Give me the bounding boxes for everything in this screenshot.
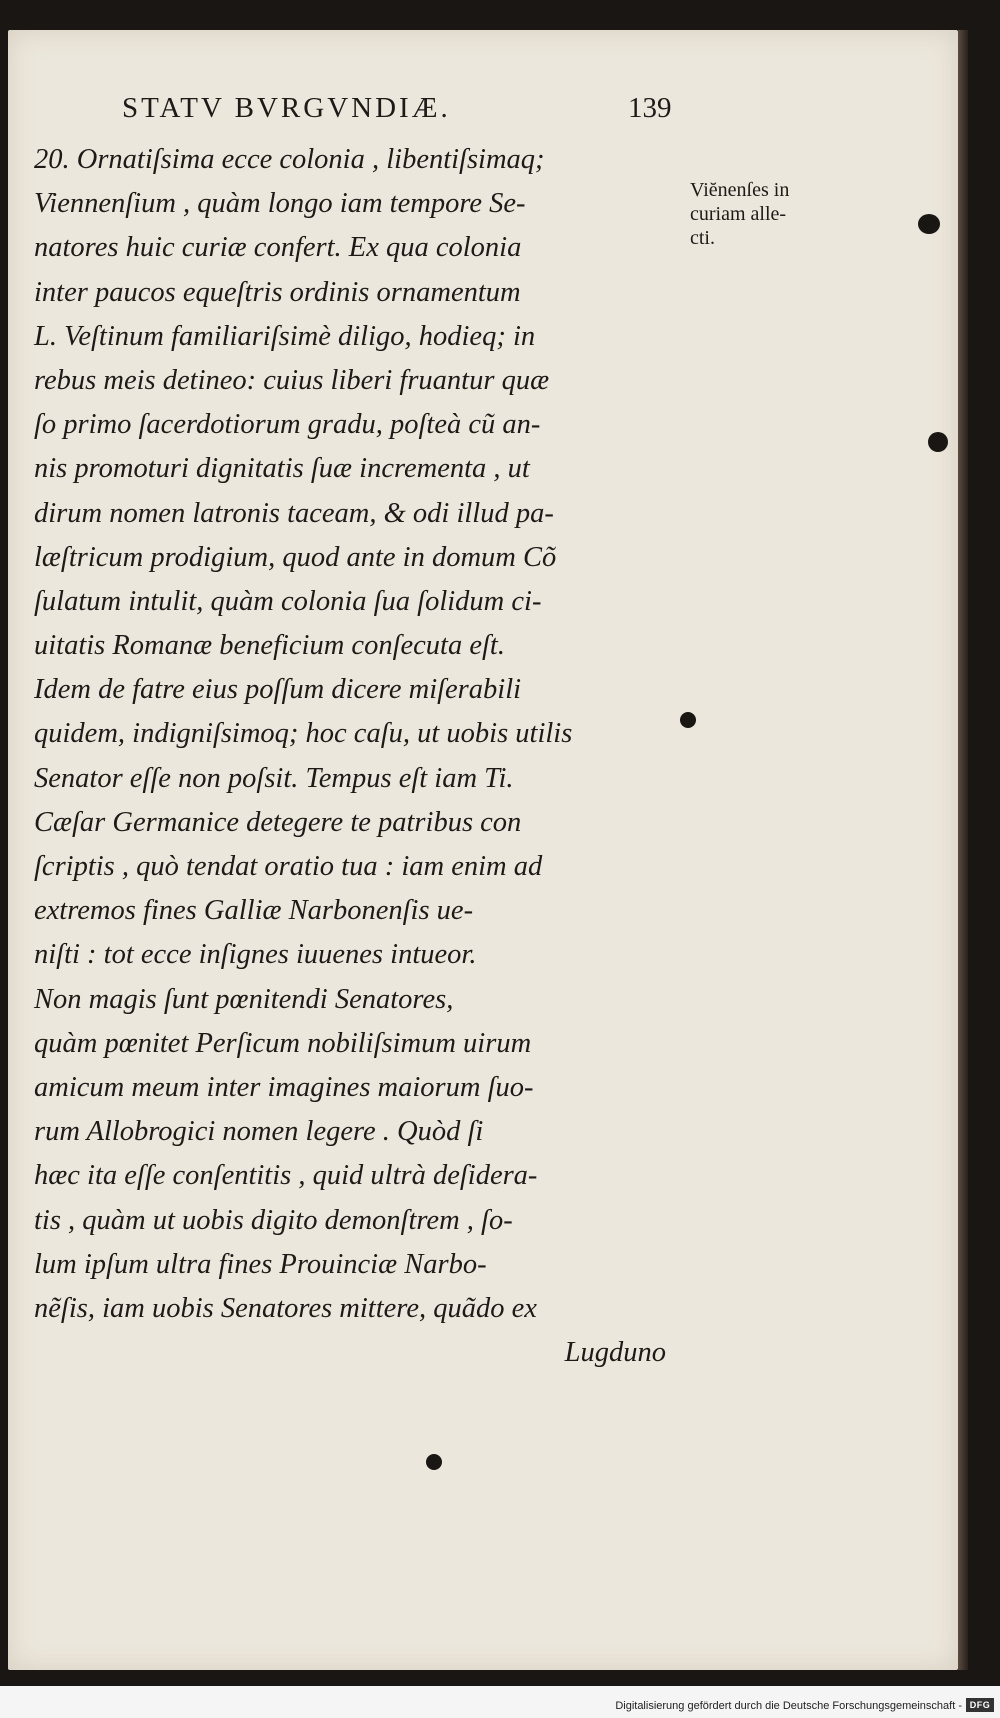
text-line: nis promoturi dignitatis ſuæ incrementa , ut bbox=[34, 453, 530, 485]
text-line: læſtricum prodigium, quod ante in domum Cõ bbox=[34, 541, 557, 573]
marginal-note-line: cti. bbox=[690, 227, 715, 249]
text-line: L. Veſtinum familiariſsimè diligo, hodieq; in bbox=[34, 320, 536, 352]
page-number: 139 bbox=[628, 92, 672, 124]
text-line: ſo primo ſacerdotiorum gradu, poſteà cũ an- bbox=[34, 409, 541, 441]
text-line: 20. Ornatiſsima ecce colonia , libentiſsimaq; bbox=[34, 144, 545, 175]
text-line: natores huic curiæ confert. Ex qua colonia bbox=[34, 232, 522, 264]
text-line: ſulatum intulit, quàm colonia ſua ſolidum ci- bbox=[34, 585, 542, 617]
text-line: rum Allobrogici nomen legere . Quòd ſi bbox=[34, 1116, 484, 1148]
ink-spot bbox=[680, 712, 696, 728]
text-line: hæc ita eſſe conſentitis , quid ultrà deſidera- bbox=[34, 1160, 538, 1192]
text-line: ſcriptis , quò tendat oratio tua : iam enim ad bbox=[34, 851, 543, 882]
catchword: Lugduno bbox=[564, 1337, 666, 1369]
text-line: tis , quàm ut uobis digito demonſtrem , ſo- bbox=[34, 1204, 513, 1236]
text-line: niſti : tot ecce inſignes iuuenes intueor. bbox=[34, 939, 477, 971]
text-line: rebus meis detineo: cuius liberi fruantur quæ bbox=[34, 364, 550, 396]
text-line: dirum nomen latronis taceam, & odi illud pa- bbox=[34, 497, 554, 529]
text-line: lum ipſum ultra fines Prouinciæ Narbo- bbox=[34, 1248, 487, 1280]
marginal-note bbox=[690, 178, 789, 250]
marginal-note-line: Viĕnenſes in bbox=[690, 179, 790, 201]
text-line: Non magis ſunt pœnitendi Senatores, bbox=[34, 983, 454, 1015]
text-line: extremos fines Galliæ Narbonenſis ue- bbox=[34, 895, 474, 927]
dfg-logo: DFG bbox=[966, 1698, 994, 1712]
text-line: quidem, indigniſsimoq; hoc caſu, ut uobis utilis bbox=[34, 718, 573, 750]
ink-spot bbox=[928, 432, 948, 452]
footer-credit: Digitalisierung gefördert durch die Deutsche Forschungsgemeinschaft - bbox=[615, 1700, 962, 1712]
text-line: Idem de fatre eius poſſum dicere miſerabili bbox=[34, 674, 522, 706]
marginal-note-line: curiam alle- bbox=[690, 203, 787, 225]
text-line: Cæſar Germanice detegere te patribus con bbox=[34, 806, 522, 838]
text-line: Senator eſſe non poſsit. Tempus eſt iam Ti. bbox=[34, 762, 514, 794]
text-line: amicum meum inter imagines maiorum ſuo- bbox=[34, 1071, 534, 1103]
page-edge bbox=[958, 30, 968, 1670]
text-line: quàm pœnitet Perſicum nobiliſsimum uirum bbox=[34, 1027, 532, 1059]
text-line: uitatis Romanæ beneficium conſecuta eſt. bbox=[34, 630, 505, 662]
body-text bbox=[34, 138, 674, 1375]
text-line: inter paucos equeſtris ordinis ornamentum bbox=[34, 276, 521, 308]
ink-spot bbox=[426, 1454, 442, 1470]
ink-spot bbox=[918, 214, 940, 234]
running-head: STATV BVRGVNDIÆ. bbox=[122, 92, 451, 124]
text-line: Viennenſium , quàm longo iam tempore Se- bbox=[34, 188, 526, 220]
text-line: nẽſis, iam uobis Senatores mittere, quãdo ex bbox=[34, 1292, 537, 1324]
